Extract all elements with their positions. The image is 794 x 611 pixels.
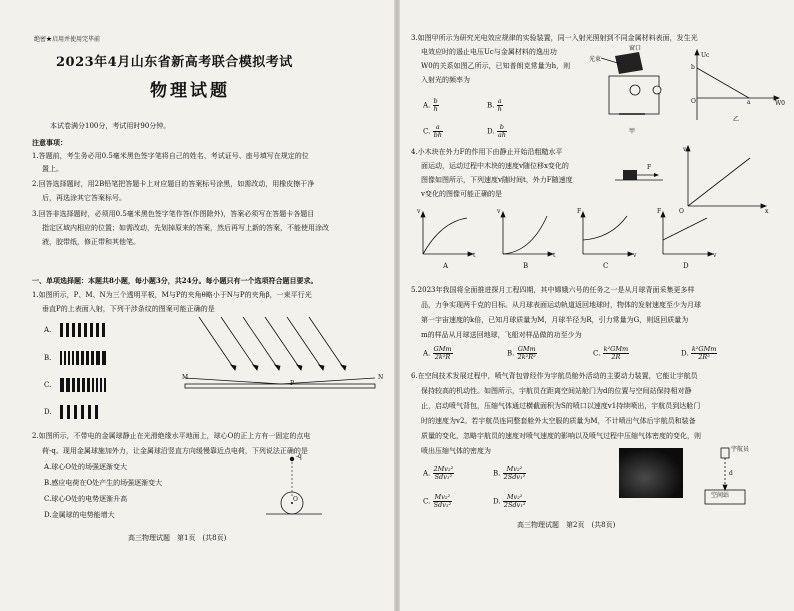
q1-figure (185, 312, 385, 392)
subject-title: 物理试题 (150, 81, 230, 101)
q6-line-e: 质量的变化，忽略宇航员的速度对喷气速度的影响以及喷气过程中压缩气体密度的变化，则 (421, 432, 701, 440)
q1-line-b: 垂直P的上表面入射，下列干涉条纹的图案可能正确的是 (42, 305, 215, 313)
q4-b-axis: v (497, 208, 501, 215)
q6-line-b: 保持较高的机动性。如图所示，宇航员在距离空间站舱门为d的位置与空间站保持相对静 (421, 387, 692, 395)
q6-line-a: 6.在空间技术发展过程中，喷气背包曾经作为宇航员舱外活动的主要动力装置，它能让宇航员 (411, 372, 698, 380)
q3-line-b: 电效应时的遏止电压Uc与金属材料的逸出功 (421, 48, 557, 56)
q2-label-charge: -q (296, 453, 302, 460)
q1-label-m: M (182, 374, 189, 381)
q6-option-d: D. $\frac{\text{Mv₂²}}{\text{2Sdv₁²}}$ (493, 493, 526, 510)
section-1-heading: 一、单项选择题：本题共8小题，每小题3分，共24分。每小题只有一个选项符合题目要求。 (32, 276, 318, 285)
q1-option-a-label: A. (44, 326, 52, 334)
notice-3b: 指定区域内相应的位置；如需改动，先划掉原来的答案，然后再写上新的答案，不能使用涂改 (42, 224, 329, 232)
q5-line-b: 品，力争实现两千克的目标。从月球表面运动轨道返回地球时，物体的发射速度至少为月球 (421, 301, 701, 309)
q3-label-o: O (691, 98, 696, 105)
q5-line-a: 5.2023年我国将全面推进探月工程四期，其中嫦娥六号的任务之一是从月球背面采集更多样 (411, 286, 695, 294)
notice-2b: 后，再选涂其它答案标号。 (42, 194, 126, 202)
q4-line-b: 面运动，运动过程中木块的速度v随位移x变化的 (421, 162, 569, 170)
q1-label-n: N (378, 374, 384, 381)
q4-b-xaxis: t (553, 252, 556, 259)
q5-option-d: D. $\frac{\text{k²GMm}}{\text{2R²}}$ (681, 345, 717, 362)
q3-label-a: a (747, 99, 751, 106)
q3-option-d: D. $\frac{b}{ah}$ (487, 123, 506, 140)
page-1-footer: 高三物理试题 第1页 (共8页) (128, 534, 227, 542)
q1-option-d-fringes (60, 405, 98, 419)
intro-text: 本试卷满分100分，考试用时90分钟。 (50, 122, 171, 130)
q3-label-b: b (691, 64, 695, 71)
page-2-footer: 高三物理试题 第2页 (共8页) (517, 521, 616, 529)
q4-vx-label-x: x (765, 208, 769, 215)
q1-option-a-fringes (60, 323, 105, 337)
q6-line-d: 时的速度为v2。若宇航员连同整套舱外太空服的质量为M，不计喷出气体后宇航员和装备 (421, 417, 696, 425)
q5-option-c: C. $\frac{\text{k²GMm}}{2R}$ (593, 345, 629, 362)
notice-header: 注意事项： (32, 138, 67, 147)
q6-option-a: A. $\frac{\text{2Mv₂²}}{\text{Sdv₁²}}$ (423, 465, 454, 482)
astronaut-photo (619, 448, 683, 498)
secret-mark: 绝密★启用并使用完毕前 (34, 36, 101, 43)
q1-option-b-label: B. (44, 354, 52, 362)
q6-line-f: 喷出压缩气体的密度为 (421, 447, 491, 455)
notice-1b: 置上。 (42, 165, 63, 173)
q6-option-c: C. $\frac{\text{Mv₂²}}{\text{Sdv₁²}}$ (423, 493, 452, 510)
q2-option-b: B.感应电荷在O处产生的场强逐渐变大 (44, 479, 163, 487)
q2-figure (262, 455, 332, 525)
q2-line-a: 2.如图所示，不带电的金属球静止在光滑绝缘水平地面上，球心O的正上方有一固定的点电 (32, 432, 311, 440)
q2-label-center: O (293, 496, 298, 503)
q3-line-c: W0的关系如图乙所示，已知普朗克常量为h，则 (421, 62, 571, 70)
q3-label-window: 窗口 (629, 45, 642, 52)
q3-line-a: 3.如图甲所示为研究光电效应规律的实验装置，同一入射光照射到不同金属材料表面，发生光 (411, 34, 698, 42)
page-2 (397, 0, 794, 611)
q1-option-c-fringes (60, 378, 106, 392)
q2-option-a: A.球心O处的场强逐渐变大 (44, 463, 128, 471)
q4-graph-c-label: C (603, 262, 609, 270)
notice-1a: 1.答题前，考生务必用0.5毫米黑色签字笔将自己的姓名、考试证号、座号填写在规定的位 (32, 152, 309, 160)
q3-option-c: C. $\frac{a}{bh}$ (423, 123, 442, 140)
q3-line-d: 入射光的频率为 (421, 76, 470, 84)
q3-label-uc: Uc (701, 52, 710, 59)
q3-label-w0: W0 (775, 100, 785, 107)
q4-line-d: v变化的图像可能正确的是 (421, 190, 502, 198)
q4-vx-graph (680, 144, 770, 214)
q4-label-f: F (647, 164, 652, 171)
q6-option-b: B. $\frac{\text{Mv₂²}}{\text{2Sdv₁²}}$ (493, 465, 526, 482)
q4-line-a: 4.小木块在外力F的作用下由静止开始沿粗糙水平 (411, 148, 563, 156)
notice-2a: 2.回答选择题时，用2B铅笔把答题卡上对应题目的答案标号涂黑，如需改动，用橡皮擦干净 (32, 180, 315, 188)
q2-line-b: 荷-q。现用金属球施加外力，让金属球沿竖直方向缓慢靠近点电荷，下列说法正确的是 (42, 447, 308, 455)
q3-option-b: B. $\frac{a}{h}$ (487, 97, 502, 114)
q4-block-figure (615, 166, 665, 190)
q3-option-a: A. $\frac{b}{h}$ (423, 97, 438, 114)
q4-graph-a-label: A (443, 262, 449, 270)
q3-label-beam: 光束 (589, 56, 602, 63)
exam-title: 2023年4月山东省新高考联合模拟考试 (56, 55, 293, 70)
q5-line-c: 第一宇宙速度的k倍，已知月球质量为M，月球半径为R，引力常量为G，则返回质量为 (421, 316, 689, 324)
q5-option-b: B. $\frac{\text{GMm}}{\text{2k²R²}}$ (507, 345, 536, 362)
q3-label-yi: 乙 (733, 116, 740, 123)
q6-line-c: 止，启动喷气背包，压缩气体通过横截面积为S的喷口以速度v1持续喷出，宇航员到达舱门 (421, 402, 701, 410)
q1-line-a: 1.如图所示，P、M、N为三个透明平板，M与P的夹角θ略小于N与P的夹角β，一束平行光 (32, 291, 312, 299)
q4-graph-d-label: D (683, 262, 689, 270)
q2-option-c: C.球心O处的电势逐渐升高 (44, 495, 128, 503)
q4-a-axis: v (417, 208, 421, 215)
q1-option-b-fringes (60, 351, 106, 365)
q5-line-d: m的样品从月球送回地球，飞船对样品做的功至少为 (421, 331, 582, 339)
q5-option-a: A. $\frac{\text{GMm}}{\text{2k²R}}$ (423, 345, 452, 362)
q4-c-axis: F (577, 208, 582, 215)
q4-vx-label-v: v (683, 146, 687, 153)
q1-option-c-label: C. (44, 381, 52, 389)
q6-label-astronaut: 宇航员 (731, 446, 750, 453)
q1-option-d-label: D. (44, 408, 52, 416)
q2-option-d: D.金属球的电势能增大 (44, 511, 115, 519)
q4-d-xaxis: v (713, 252, 717, 259)
notice-3c: 液，胶带纸，修正带和其他笔。 (42, 238, 140, 246)
q3-label-jia: 甲 (629, 128, 636, 135)
q4-d-axis: F (657, 208, 662, 215)
q4-answer-graphs (411, 210, 791, 262)
q6-diagram (697, 446, 757, 510)
q4-line-c: 图像如图所示，下列速度v随时间t，外力F随速度 (421, 176, 573, 184)
q3-figure-jia (597, 48, 672, 128)
q4-graph-b-label: B (523, 262, 529, 270)
q6-label-station: 空间站 (711, 492, 730, 499)
q6-label-d: d (729, 470, 733, 477)
q4-c-xaxis: v (633, 252, 637, 259)
q4-a-xaxis: t (473, 252, 476, 259)
q4-vx-label-o: O (679, 208, 684, 215)
notice-3a: 3.回答非选择题时，必须用0.5毫米黑色签字笔作答(作图除外)，答案必须写在答题卡各题目 (32, 210, 315, 218)
q1-label-p: P (290, 380, 295, 387)
